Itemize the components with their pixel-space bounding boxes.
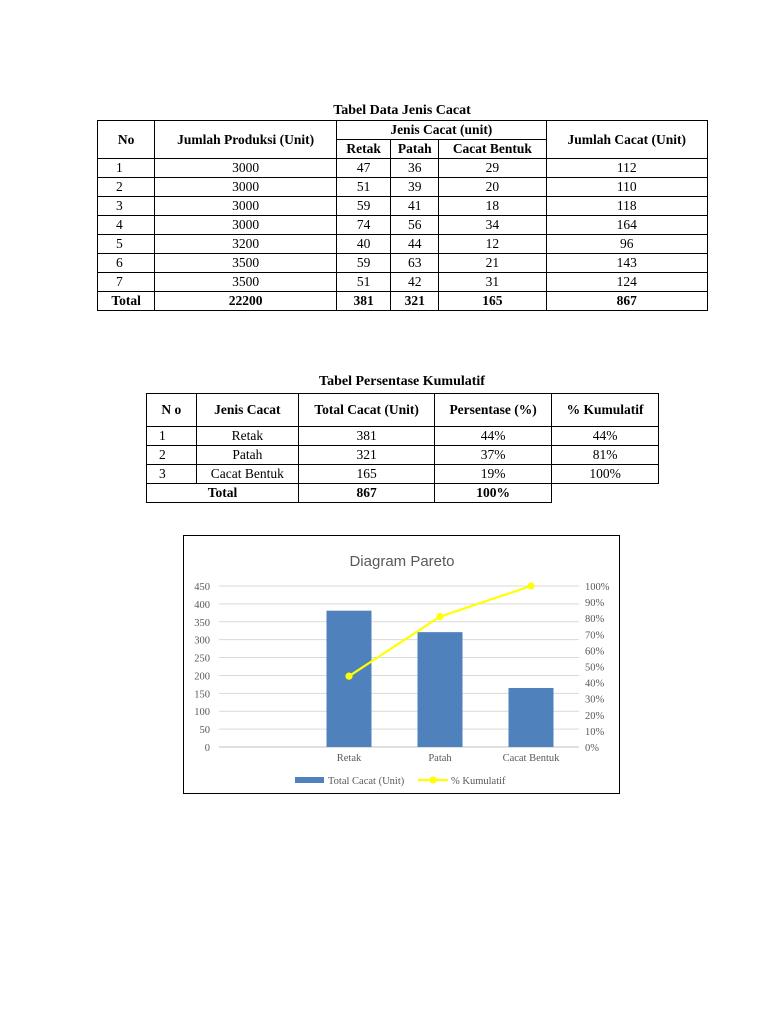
y-tick-label: 300 (194, 635, 210, 647)
header-jumlah-cacat: Jumlah Cacat (Unit) (546, 121, 707, 159)
cell-bentuk: 31 (439, 273, 546, 292)
y-tick-label: 450 (194, 582, 210, 593)
cell-produksi: 3000 (155, 197, 337, 216)
cell-jenis: Retak (196, 427, 299, 446)
cell-bentuk: 12 (439, 235, 546, 254)
y2-tick-label: 70% (585, 630, 605, 642)
cell-jumlah: 164 (546, 216, 707, 235)
header-kumulatif: % Kumulatif (552, 394, 659, 427)
cell-jenis: Patah (196, 446, 299, 465)
total-bentuk: 165 (439, 292, 546, 311)
cell-no: 6 (98, 254, 155, 273)
cell-jumlah: 112 (546, 159, 707, 178)
header-no: N o (147, 394, 197, 427)
table2-caption: Tabel Persentase Kumulatif (319, 374, 485, 389)
header-row (147, 394, 659, 427)
total-patah: 321 (391, 292, 439, 311)
table1-caption: Tabel Data Jenis Cacat (333, 103, 471, 118)
cell-no: 3 (98, 197, 155, 216)
header-cacat-bentuk: Cacat Bentuk (439, 140, 546, 159)
table-row (147, 427, 659, 446)
cell-produksi: 3000 (155, 216, 337, 235)
cell-patah: 36 (391, 159, 439, 178)
cell-jumlah: 143 (546, 254, 707, 273)
cell-jumlah: 110 (546, 178, 707, 197)
table-row (98, 159, 708, 178)
y2-tick-label: 40% (585, 678, 605, 690)
legend-bar-swatch (295, 777, 324, 783)
table-row (98, 254, 708, 273)
total-persen: 100% (435, 484, 552, 503)
cell-patah: 41 (391, 197, 439, 216)
cell-persen: 44% (435, 427, 552, 446)
legend-bar-label: Total Cacat (Unit) (328, 776, 405, 787)
total-label: Total (98, 292, 155, 311)
y-tick-label: 100 (194, 707, 210, 719)
cell-produksi: 3500 (155, 273, 337, 292)
y2-tick-label: 20% (585, 710, 605, 722)
cell-produksi: 3000 (155, 178, 337, 197)
total-produksi: 22200 (155, 292, 337, 311)
total-label: Total (147, 484, 299, 503)
cell-produksi: 3500 (155, 254, 337, 273)
cell-kumulatif: 44% (552, 427, 659, 446)
header-total-cacat: Total Cacat (Unit) (299, 394, 435, 427)
cell-no: 5 (98, 235, 155, 254)
cell-bentuk: 18 (439, 197, 546, 216)
cell-jumlah: 124 (546, 273, 707, 292)
cell-jumlah: 118 (546, 197, 707, 216)
table-row (98, 178, 708, 197)
cell-patah: 39 (391, 178, 439, 197)
table-row (98, 235, 708, 254)
kumulatif-point (345, 673, 352, 680)
y2-tick-label: 80% (585, 614, 605, 626)
cell-retak: 59 (337, 197, 391, 216)
cell-bentuk: 29 (439, 159, 546, 178)
y2-tick-label: 100% (585, 582, 610, 593)
total-row (147, 484, 659, 503)
header-persentase: Persentase (%) (435, 394, 552, 427)
y-tick-label: 200 (194, 671, 210, 683)
cell-jenis: Cacat Bentuk (196, 465, 299, 484)
cell-no: 4 (98, 216, 155, 235)
total-cacat: 867 (299, 484, 435, 503)
cell-retak: 40 (337, 235, 391, 254)
header-patah: Patah (391, 140, 439, 159)
table-row (98, 273, 708, 292)
defect-data-table (97, 120, 708, 311)
cell-no: 2 (98, 178, 155, 197)
y-tick-label: 150 (194, 689, 210, 701)
cell-no: 1 (98, 159, 155, 178)
header-no: No (98, 121, 155, 159)
cell-no: 3 (147, 465, 197, 484)
y-tick-label: 250 (194, 653, 210, 665)
cell-bentuk: 34 (439, 216, 546, 235)
empty-cell (552, 484, 659, 503)
y-tick-label: 400 (194, 599, 210, 611)
cell-retak: 51 (337, 273, 391, 292)
cell-no: 1 (147, 427, 197, 446)
cell-produksi: 3200 (155, 235, 337, 254)
header-jenis-cacat: Jenis Cacat (unit) (337, 121, 546, 140)
cumulative-percentage-table (146, 393, 659, 503)
total-row (98, 292, 708, 311)
cell-no: 7 (98, 273, 155, 292)
cell-bentuk: 21 (439, 254, 546, 273)
x-tick-label: Retak (336, 753, 362, 764)
y2-tick-label: 90% (585, 598, 605, 610)
table-row (147, 446, 659, 465)
y2-tick-label: 10% (585, 726, 605, 738)
bar-patah (418, 632, 463, 747)
cell-patah: 63 (391, 254, 439, 273)
bar-cacat-bentuk (509, 688, 554, 747)
y-tick-label: 0 (204, 743, 210, 754)
pareto-chart-svg (184, 536, 619, 793)
header-jenis-cacat: Jenis Cacat (196, 394, 299, 427)
cell-patah: 44 (391, 235, 439, 254)
cell-retak: 59 (337, 254, 391, 273)
cell-patah: 42 (391, 273, 439, 292)
legend-line-marker (429, 776, 436, 783)
cell-bentuk: 20 (439, 178, 546, 197)
header-jumlah-produksi: Jumlah Produksi (Unit) (155, 121, 337, 159)
y2-tick-label: 50% (585, 662, 605, 674)
cell-persen: 19% (435, 465, 552, 484)
cell-no: 2 (147, 446, 197, 465)
x-tick-label: Cacat Bentuk (502, 753, 560, 764)
cell-total: 381 (299, 427, 435, 446)
cell-produksi: 3000 (155, 159, 337, 178)
chart-title: Diagram Pareto (349, 553, 455, 570)
y2-tick-label: 60% (585, 646, 605, 658)
kumulatif-point (527, 582, 534, 589)
cell-retak: 51 (337, 178, 391, 197)
kumulatif-point (436, 613, 443, 620)
y2-tick-label: 0% (585, 743, 599, 754)
cell-jumlah: 96 (546, 235, 707, 254)
total-retak: 381 (337, 292, 391, 311)
cell-patah: 56 (391, 216, 439, 235)
cell-kumulatif: 100% (552, 465, 659, 484)
table-row (98, 216, 708, 235)
y-tick-label: 50 (199, 725, 210, 737)
total-jumlah: 867 (546, 292, 707, 311)
header-retak: Retak (337, 140, 391, 159)
cell-persen: 37% (435, 446, 552, 465)
table-row (147, 465, 659, 484)
cell-total: 165 (299, 465, 435, 484)
cell-retak: 47 (337, 159, 391, 178)
y-tick-label: 350 (194, 617, 210, 629)
x-tick-label: Patah (428, 753, 452, 764)
table-row (98, 197, 708, 216)
cell-retak: 74 (337, 216, 391, 235)
pareto-chart (183, 535, 620, 794)
cell-total: 321 (299, 446, 435, 465)
y2-tick-label: 30% (585, 694, 605, 706)
cell-kumulatif: 81% (552, 446, 659, 465)
legend-line-label: % Kumulatif (451, 776, 506, 787)
